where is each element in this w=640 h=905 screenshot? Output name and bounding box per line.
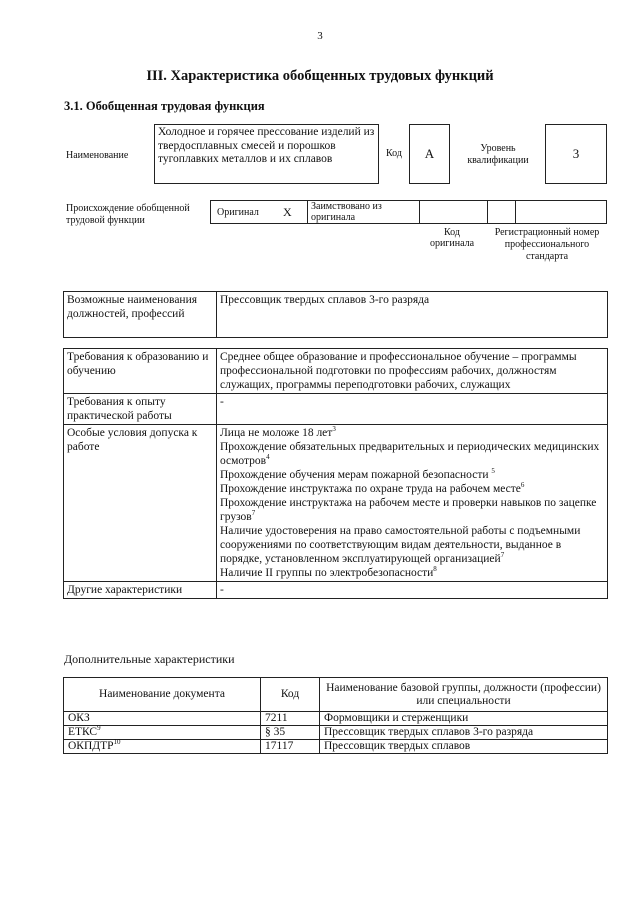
code-label: Код (386, 148, 402, 159)
borrowed-label: Заимствовано из оригинала (311, 201, 382, 223)
condition-item: Прохождение инструктажа на рабочем месте и проверки навыков по зацепке грузов$^7$ (220, 497, 597, 523)
level-value-box (545, 124, 607, 184)
divider (419, 201, 420, 223)
condition-item: Наличие II группы по электробезопасности$^8$ (220, 565, 437, 579)
code-value-box (409, 124, 450, 184)
original-mark: X (283, 205, 292, 219)
code-cell: 17117 (261, 740, 320, 754)
doc-cell: ОКЗ (64, 712, 261, 726)
code-value: А (424, 146, 435, 161)
other-value: - (217, 582, 608, 599)
reg-number-box (516, 200, 607, 224)
table-row (64, 712, 608, 726)
level-value: 3 (572, 146, 580, 161)
education-label: Требования к образованию и обучению (64, 349, 217, 394)
table-row (64, 726, 608, 740)
condition-item: Прохождение обучения мерам пожарной безопасности $^5$ (220, 467, 495, 481)
col-doc-header: Наименование документа (64, 678, 261, 712)
subsection-title: 3.1. Обобщенная трудовая функция (64, 99, 265, 113)
table-header-row (64, 678, 608, 712)
level-label: Уровень квалификации (467, 143, 529, 166)
col-name-header: Наименование базовой группы, должности (профессии) или специальности (320, 678, 608, 712)
condition-item: Прохождение обязательных предварительных и периодических медицинских осмотров$^4$ (220, 441, 600, 467)
condition-item: Прохождение инструктажа по охране труда на рабочем месте$^6$ (220, 481, 525, 495)
name-value-box (154, 124, 379, 184)
table-row (64, 292, 608, 338)
positions-value: Прессовщик твердых сплавов 3-го разряда (217, 292, 608, 338)
table-row (64, 394, 608, 425)
positions-table (63, 291, 608, 338)
positions-label: Возможные наименования должностей, профессий (64, 292, 217, 338)
divider (307, 201, 308, 223)
page-number: 3 (317, 30, 323, 42)
original-label: Оригинал (217, 207, 259, 218)
additional-table (63, 677, 608, 754)
code-cell: 7211 (261, 712, 320, 726)
condition-item: Лица не моложе 18 лет$^3$ (220, 425, 336, 439)
name-cell: Прессовщик твердых сплавов (320, 740, 608, 754)
requirements-table (63, 348, 608, 599)
section-title: III. Характеристика обобщенных трудовых функций (146, 68, 494, 84)
other-label: Другие характеристики (64, 582, 217, 599)
code-original-caption: Код оригинала (429, 227, 475, 249)
condition-item: Наличие удостоверения на право самостоятельной работы с подъемными сооружениями по соответствующим видам деятельности, выданное в порядке, установленном эксплуатирующей организацией$^7$ (220, 525, 581, 565)
name-cell: Формовщики и стерженщики (320, 712, 608, 726)
name-value: Холодное и горячее прессование изделий из твердосплавных смесей и порошков тугоплавких металлов и их сплавов (158, 126, 375, 165)
reg-number-caption: Регистрационный номер профессионального стандарта (494, 227, 600, 262)
table-row (64, 582, 608, 599)
additional-title: Дополнительные характеристики (64, 652, 235, 666)
name-label: Наименование (66, 150, 129, 161)
table-row (64, 425, 608, 582)
doc-cell: ЕТКС$^9$ (64, 726, 261, 740)
special-conditions (217, 425, 608, 582)
col-code-header: Код (261, 678, 320, 712)
code-cell: § 35 (261, 726, 320, 740)
origin-boxes (210, 200, 516, 224)
education-value: Среднее общее образование и профессиональное обучение – программы профессиональной подготовки по профессиям рабочих, должностям служащих, программы переподготовки рабочих, служащих (217, 349, 608, 394)
table-row (64, 349, 608, 394)
origin-label: Происхождение обобщенной трудовой функции (66, 203, 190, 226)
name-cell: Прессовщик твердых сплавов 3-го разряда (320, 726, 608, 740)
special-label: Особые условия допуска к работе (64, 425, 217, 582)
doc-cell: ОКПДТР$^{10}$ (64, 740, 261, 754)
divider (487, 201, 488, 223)
experience-label: Требования к опыту практической работы (64, 394, 217, 425)
table-row (64, 740, 608, 754)
experience-value: - (217, 394, 608, 425)
